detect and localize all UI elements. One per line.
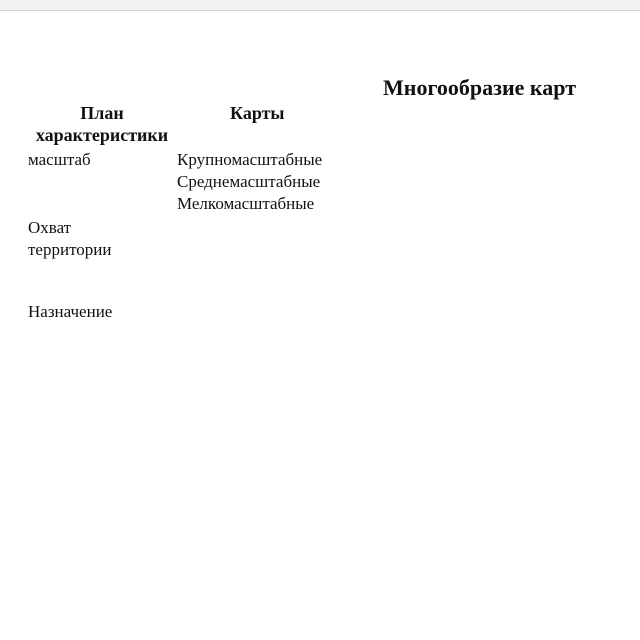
table-header-maps: Карты (230, 103, 285, 123)
row-label-purpose: Назначение (28, 302, 113, 321)
row-label-coverage (28, 217, 111, 261)
scale-value-small: Мелкомасштабные (177, 194, 315, 213)
scale-value-large: Крупномасштабные (177, 150, 323, 169)
window-top-bar (0, 0, 640, 11)
table-header-plan-line2: характеристики (35, 125, 169, 145)
table-header-plan (30, 102, 174, 146)
page-title: Многообразие карт (383, 75, 576, 100)
table-header-plan-line1: План (80, 103, 124, 123)
row-values-scale (177, 149, 322, 215)
scale-value-medium: Среднемасштабные (177, 172, 321, 191)
row-label-scale: масштаб (28, 150, 91, 169)
row-label-coverage-line1: Охват (28, 218, 72, 237)
row-label-coverage-line2: территории (28, 240, 112, 259)
